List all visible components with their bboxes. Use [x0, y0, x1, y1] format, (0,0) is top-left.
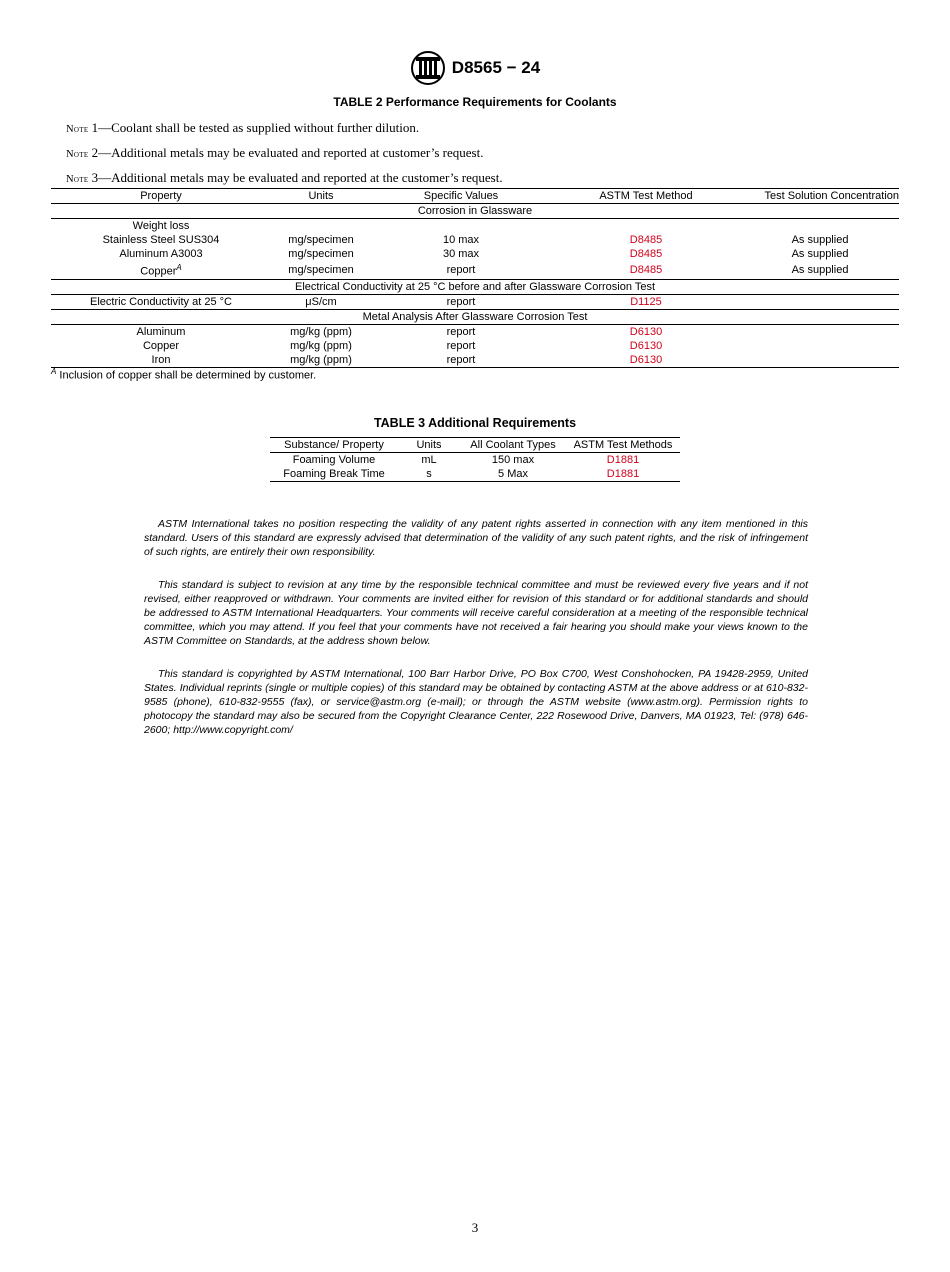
cell-units: μS/cm	[305, 295, 337, 308]
column-header: All Coolant Types	[470, 439, 556, 451]
cell-concentration	[741, 353, 899, 368]
table-row	[51, 353, 899, 368]
method-link[interactable]: D8485	[629, 263, 663, 276]
note-label: Note	[66, 174, 89, 185]
method-link[interactable]: D6130	[629, 325, 663, 338]
cell-value: 150 max	[491, 454, 535, 466]
cell-units: mg/specimen	[288, 248, 354, 260]
cell-units: mg/kg (ppm)	[290, 353, 352, 366]
table-row	[270, 467, 680, 482]
method-link[interactable]: D1881	[606, 454, 640, 466]
column-header: Property	[140, 190, 182, 202]
property-text: Copper	[140, 265, 177, 278]
table2-footnote	[51, 367, 316, 382]
column-header: Units	[416, 439, 442, 451]
note-text: —Additional metals may be evaluated and reported at the customer’s request.	[98, 170, 503, 185]
method-link[interactable]: D1881	[606, 468, 640, 480]
cell-value: report	[446, 325, 476, 338]
table-row	[51, 294, 899, 309]
note-2	[66, 145, 483, 161]
designation: D8565 − 24	[451, 58, 541, 77]
method-link[interactable]: D8485	[629, 234, 663, 246]
patent-disclaimer-paragraph: ASTM International takes no position respecting the validity of any patent rights asserted in connection with any item mentioned in this standard. Users of this standard are expressly advised that determination of the validity of any such patent rights, and the risk of infringement of such rights, are entirely their own responsibility.	[144, 518, 808, 558]
cell-value: 5 Max	[498, 468, 528, 480]
column-header: Substance/ Property	[284, 439, 384, 451]
cell-units: mg/specimen	[288, 234, 354, 246]
method-link[interactable]: D8485	[629, 248, 663, 260]
section-heading: Metal Analysis After Glassware Corrosion Test	[51, 309, 899, 324]
cell-units: mg/kg (ppm)	[290, 339, 352, 352]
cell-value: report	[446, 263, 476, 276]
footnote-marker: A	[51, 367, 57, 376]
cell-property	[51, 261, 271, 279]
cell-units: mg/specimen	[288, 263, 354, 276]
column-header: ASTM Test Methods	[573, 439, 673, 451]
column-header: Test Solution Concentration	[764, 190, 899, 202]
column-header: ASTM Test Method	[599, 190, 693, 202]
revision-paragraph: This standard is subject to revision at any time by the responsible technical committee and must be reviewed every five years and if not revised, either reapproved or withdrawn. Your comments are invited either for revision of this standard or for additional standards and should be addressed to ASTM International Headquarters. Your comments will receive careful consideration at a meeting of the responsible technical committee, which you may attend. If you feel that your comments have not received a fair hearing you should make your views known to the ASTM Committee on Standards, at the address shown below.	[144, 579, 808, 647]
note-label: Note	[66, 149, 89, 160]
cell-units: mL	[421, 454, 437, 466]
table-row	[51, 339, 899, 353]
table-row	[51, 261, 899, 279]
cell-units: s	[426, 468, 432, 480]
method-link[interactable]: D6130	[629, 353, 663, 366]
cell-concentration	[741, 339, 899, 353]
cell-property: Aluminum	[136, 325, 186, 338]
table-header-row	[270, 438, 680, 453]
cell-property: Electric Conductivity at 25 °C	[90, 295, 232, 308]
cell-value: report	[446, 353, 476, 366]
note-1	[66, 120, 419, 136]
cell-value: report	[446, 295, 476, 308]
cell-property: Copper	[142, 339, 180, 352]
table2-caption: TABLE 2 Performance Requirements for Coolants	[333, 95, 617, 109]
method-link[interactable]: D1125	[630, 295, 662, 308]
cell-value: 10 max	[442, 234, 480, 246]
table-row	[51, 324, 899, 339]
method-link[interactable]: D6130	[629, 339, 663, 352]
table-row	[51, 219, 899, 234]
group-label: Weight loss	[132, 220, 190, 232]
section-heading: Corrosion in Glassware	[51, 204, 899, 219]
cell-property: Stainless Steel SUS304	[102, 234, 220, 246]
cell-property: Foaming Volume	[292, 454, 376, 466]
table3-caption: TABLE 3 Additional Requirements	[373, 416, 577, 430]
cell-concentration	[741, 324, 899, 339]
note-number: 3	[91, 170, 99, 185]
performance-requirements-table	[51, 188, 899, 368]
cell-value: report	[446, 339, 476, 352]
table-row	[51, 247, 899, 261]
additional-requirements-table	[270, 437, 680, 482]
copyright-paragraph: This standard is copyrighted by ASTM International, 100 Barr Harbor Drive, PO Box C700, West Conshohocken, PA 19428-2959, United States. Individual reprints (single or multiple copies) of this standard may be obtained by contacting ASTM at the above address or at 610-832-9585 (phone), 610-832-9555 (fax), or service@astm.org (e-mail); or through the ASTM website (www.astm.org). Permission rights to photocopy the standard may also be secured from the Copyright Clearance Center, 222 Rosewood Drive, Danvers, MA 01923, Tel: (978) 646-2600; http://www.copyright.com/	[144, 668, 808, 736]
column-header: Specific Values	[423, 190, 499, 202]
note-number: 1	[91, 120, 99, 135]
table-row	[270, 453, 680, 468]
page-header	[0, 50, 950, 91]
cell-concentration: As supplied	[791, 263, 849, 276]
cell-units: mg/kg (ppm)	[290, 325, 352, 338]
note-label: Note	[66, 124, 89, 135]
column-header: Units	[308, 190, 334, 202]
table-header-row	[51, 189, 899, 204]
note-text: —Additional metals may be evaluated and reported at customer’s request.	[98, 145, 484, 160]
footnote-text: Inclusion of copper shall be determined by customer.	[56, 369, 317, 382]
cell-value: 30 max	[442, 248, 480, 260]
footnote-marker: A	[176, 263, 182, 272]
cell-property: Foaming Break Time	[283, 468, 385, 480]
cell-property: Iron	[151, 353, 171, 366]
note-3	[66, 170, 503, 186]
note-number: 2	[91, 145, 99, 160]
cell-concentration	[741, 294, 899, 309]
cell-property: Aluminum A3003	[119, 248, 203, 260]
cell-concentration: As supplied	[791, 234, 849, 246]
astm-logo-icon	[410, 50, 446, 86]
table-row	[51, 233, 899, 247]
note-text: —Coolant shall be tested as supplied without further dilution.	[98, 120, 420, 135]
page-number: 3	[471, 1220, 479, 1235]
cell-concentration: As supplied	[791, 248, 849, 260]
section-heading: Electrical Conductivity at 25 °C before and after Glassware Corrosion Test	[51, 279, 899, 294]
